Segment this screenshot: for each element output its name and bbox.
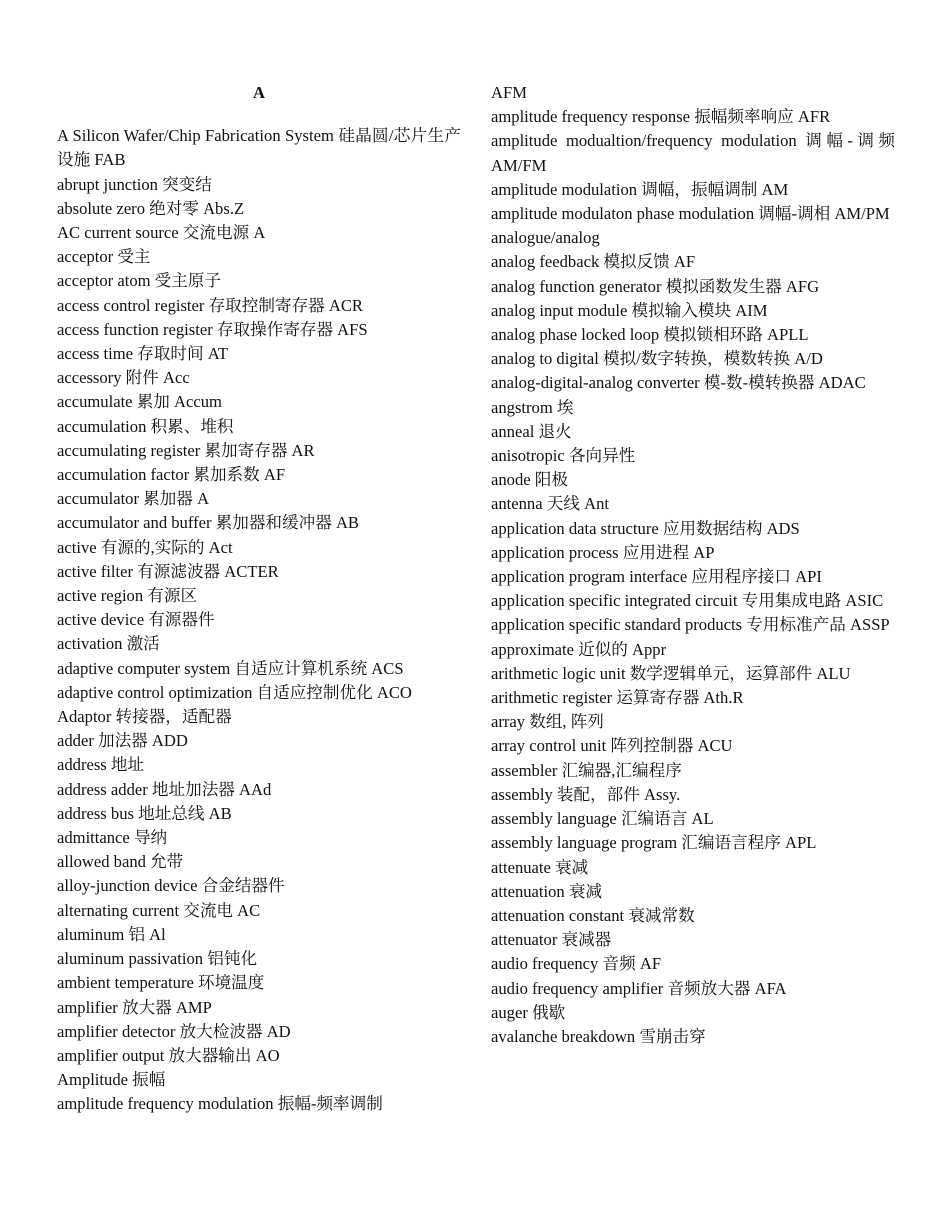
glossary-entry: acceptor atom 受主原子 bbox=[57, 271, 222, 291]
glossary-entry: access time 存取时间 AT bbox=[57, 344, 228, 364]
left-entry-list bbox=[57, 124, 461, 1116]
glossary-entry: address 地址 bbox=[57, 755, 145, 775]
glossary-entry: adder 加法器 ADD bbox=[57, 731, 188, 751]
section-heading: A bbox=[253, 83, 265, 102]
glossary-entry: access function register 存取操作寄存器 AFS bbox=[57, 319, 368, 339]
glossary-entry: AFM bbox=[491, 83, 527, 102]
glossary-entry: analog feedback 模拟反馈 AF bbox=[491, 252, 696, 272]
glossary-entry: active region 有源区 bbox=[57, 586, 198, 606]
glossary-entry: active device 有源器件 bbox=[57, 610, 215, 630]
glossary-entry: active 有源的,实际的 Act bbox=[57, 537, 233, 557]
glossary-entry: amplifier 放大器 AMP bbox=[57, 997, 212, 1017]
glossary-entry: application specific integrated circuit 专用集成电路 ASIC bbox=[491, 591, 884, 611]
glossary-entry: amplitude modulation 调幅，振幅调制 AM bbox=[491, 179, 789, 199]
glossary-entry: Amplitude 振幅 bbox=[57, 1070, 166, 1090]
glossary-entry: audio frequency 音频 AF bbox=[491, 954, 662, 974]
glossary-entry: anneal 退火 bbox=[491, 421, 572, 441]
glossary-entry: accessory 附件 Acc bbox=[57, 368, 190, 388]
glossary-entry: adaptive control optimization 自适应控制优化 ACO bbox=[57, 682, 412, 702]
glossary-entry: application program interface 应用程序接口 API bbox=[491, 567, 822, 587]
glossary-entry: aluminum passivation 铝钝化 bbox=[57, 949, 258, 969]
glossary-entry: acceptor 受主 bbox=[57, 247, 151, 267]
glossary-entry: avalanche breakdown 雪崩击穿 bbox=[491, 1026, 706, 1046]
glossary-entry: assembly language 汇编语言 AL bbox=[491, 809, 714, 829]
glossary-entry: amplifier detector 放大检波器 AD bbox=[57, 1021, 291, 1041]
glossary-entry: array control unit 阵列控制器 ACU bbox=[491, 736, 733, 756]
glossary-entry: assembly language program 汇编语言程序 APL bbox=[491, 833, 817, 853]
glossary-entry: accumulating register 累加寄存器 AR bbox=[57, 440, 315, 460]
right-entry-list bbox=[491, 81, 895, 1049]
glossary-entry: alloy-junction device 合金结器件 bbox=[57, 876, 285, 896]
glossary-entry: analog to digital 模拟/数字转换，模数转换 A/D bbox=[491, 349, 823, 369]
glossary-entry: adaptive computer system 自适应计算机系统 ACS bbox=[57, 658, 404, 678]
glossary-entry: access control register 存取控制寄存器 ACR bbox=[57, 295, 364, 315]
glossary-entry: audio frequency amplifier 音频放大器 AFA bbox=[491, 978, 787, 998]
glossary-entry: amplitude frequency modulation 振幅-频率调制 bbox=[57, 1094, 383, 1114]
glossary-entry: antenna 天线 Ant bbox=[491, 494, 609, 514]
glossary-entry: arithmetic register 运算寄存器 Ath.R bbox=[491, 688, 744, 708]
glossary-entry: activation 激活 bbox=[57, 634, 160, 654]
glossary-entry: analog input module 模拟输入模块 AIM bbox=[491, 300, 768, 320]
glossary-entry: application process 应用进程 AP bbox=[491, 542, 715, 562]
glossary-entry: address bus 地址总线 AB bbox=[57, 803, 232, 823]
glossary-entry: approximate 近似的 Appr bbox=[491, 639, 667, 659]
glossary-entry: assembly 装配，部件 Assy. bbox=[491, 784, 681, 804]
glossary-entry: amplitude modualtion/frequency modulation 调幅-调频 AM/FM bbox=[491, 131, 895, 175]
glossary-entry: active filter 有源滤波器 ACTER bbox=[57, 561, 279, 581]
glossary-entry: attenuation constant 衰减常数 bbox=[491, 905, 695, 925]
left-column bbox=[57, 81, 461, 1117]
glossary-entry: analog function generator 模拟函数发生器 AFG bbox=[491, 276, 820, 296]
glossary-entry: amplitude modulaton phase modulation 调幅-调相 AM/PM bbox=[491, 204, 890, 224]
glossary-entry: accumulator 累加器 A bbox=[57, 489, 210, 509]
glossary-entry: address adder 地址加法器 AAd bbox=[57, 779, 272, 799]
glossary-entry: accumulator and buffer 累加器和缓冲器 AB bbox=[57, 513, 360, 533]
glossary-entry: accumulation 积累、堆积 bbox=[57, 416, 234, 436]
glossary-entry: analog-digital-analog converter 模-数-模转换器 ADAC bbox=[491, 373, 866, 393]
glossary-entry: accumulation factor 累加系数 AF bbox=[57, 465, 286, 485]
glossary-entry: admittance 导纳 bbox=[57, 828, 168, 848]
glossary-entry: application data structure 应用数据结构 ADS bbox=[491, 518, 800, 538]
glossary-entry: aluminum 铝 Al bbox=[57, 924, 166, 944]
glossary-entry: assembler 汇编器,汇编程序 bbox=[491, 760, 682, 780]
glossary-entry: attenuation 衰减 bbox=[491, 881, 603, 901]
glossary-entry: attenuate 衰减 bbox=[491, 857, 589, 877]
glossary-entry: analogue/analog bbox=[491, 228, 600, 248]
glossary-entry: auger 俄歇 bbox=[491, 1002, 566, 1022]
glossary-entry: Adaptor 转接器，适配器 bbox=[57, 707, 232, 727]
glossary-entry: abrupt junction 突变结 bbox=[57, 174, 212, 194]
glossary-entry: amplifier output 放大器输出 AO bbox=[57, 1045, 280, 1065]
glossary-entry: AC current source 交流电源 A bbox=[57, 223, 266, 242]
glossary-entry: attenuator 衰减器 bbox=[491, 930, 612, 950]
glossary-entry: anode 阳极 bbox=[491, 470, 568, 490]
glossary-entry: A Silicon Wafer/Chip Fabrication System 硅晶圆/芯片生产设施 FAB bbox=[57, 126, 461, 170]
glossary-entry: absolute zero 绝对零 Abs.Z bbox=[57, 198, 245, 218]
glossary-entry: amplitude frequency response 振幅频率响应 AFR bbox=[491, 107, 831, 127]
glossary-entry: application specific standard products 专用标准产品 ASSP bbox=[491, 615, 890, 635]
glossary-entry: allowed band 允带 bbox=[57, 852, 184, 872]
glossary-entry: array 数组, 阵列 bbox=[491, 712, 604, 732]
glossary-entry: alternating current 交流电 AC bbox=[57, 900, 261, 920]
glossary-entry: analog phase locked loop 模拟锁相环路 APLL bbox=[491, 325, 809, 345]
glossary-entry: ambient temperature 环境温度 bbox=[57, 973, 265, 993]
glossary-entry: arithmetic logic unit 数学逻辑单元，运算部件 ALU bbox=[491, 663, 851, 683]
glossary-entry: accumulate 累加 Accum bbox=[57, 392, 222, 412]
glossary-entry: anisotropic 各向异性 bbox=[491, 446, 636, 466]
right-column bbox=[491, 81, 895, 1049]
glossary-entry: angstrom 埃 bbox=[491, 397, 574, 417]
